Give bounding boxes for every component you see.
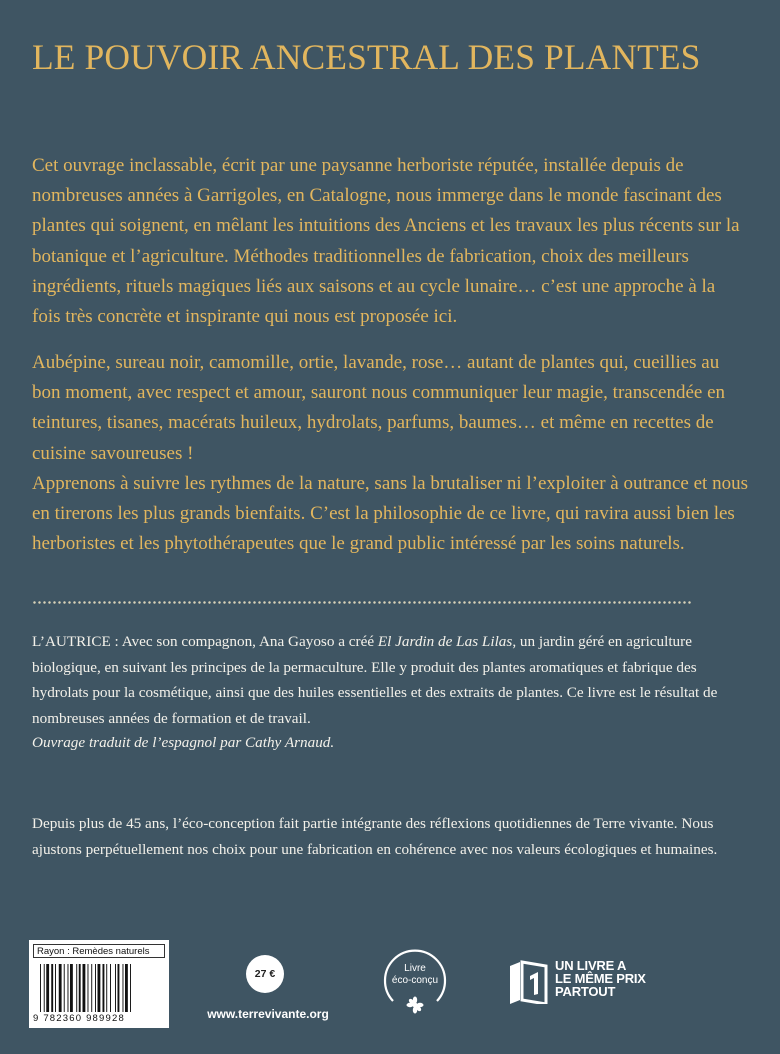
author-bio: [32, 629, 752, 731]
translator-note: Ouvrage traduit de l’espagnol par Cathy Arnaud.: [32, 734, 335, 751]
book-title: LE POUVOIR ANCESTRAL DES PLANTES: [32, 37, 701, 77]
shelf-category: Rayon : Remèdes naturels: [33, 944, 165, 958]
description-paragraph-1: Cet ouvrage inclassable, écrit par une paysanne herboriste réputée, installée depuis de nombreuses années à Garrigoles, en Catalogne, nous immerge dans le monde fascinant des plantes qui soignent, en mêlant les intuitions des Anciens et les travaux les plus récents sur la botanique et l’agriculture. Méthodes traditionnelles de fabrication, choix des meilleurs ingrédients, rituels magiques liés aux saisons et au cycle lunaire… c’est une approche à la fois très concrète et inspirante qui nous est proposée ici.: [32, 155, 740, 328]
author-bio-rest: , un jardin géré en agriculture biologique, en suivant les principes de la permaculture. Elle y produit des plantes aromatiques et fabrique des hydrolats pour la cosmétique, ainsi que des huiles essentielles et des extraits de plantes. Ce livre est le résultat de nombreuses années de formation et de travail.: [32, 633, 718, 727]
description-paragraph-2: Aubépine, sureau noir, camomille, ortie, lavande, rose… autant de plantes qui, cueillies au bon moment, avec respect et amour, sauront nous communiquer leur magie, transcendée en teintures, tisanes, macérats huileux, hydrolats, parfums, baumes… et même en recettes de cuisine savoureuses !: [32, 352, 726, 464]
eco-logo-line2: éco-conçu: [391, 975, 439, 986]
eco-logo-line1: Livre: [404, 963, 426, 974]
price-badge: 27 €: [246, 955, 284, 993]
eco-design-statement: Depuis plus de 45 ans, l’éco-conception fait partie intégrante des réflexions quotidiennes de Terre vivante. Nous ajustons perpétuellement nos choix pour une fabrication en cohérence avec nos valeurs écologiques et humaines.: [32, 815, 718, 858]
garden-name: El Jardin de Las Lilas: [377, 633, 513, 650]
author-bio-intro: L’AUTRICE : Avec son compagnon, Ana Gayoso a créé: [32, 633, 378, 650]
flower-icon: [407, 997, 424, 1014]
book-price-law-icon: [508, 960, 548, 1004]
website-link[interactable]: www.terrevivante.org: [207, 1007, 329, 1021]
eco-designed-book-logo: [379, 945, 451, 1017]
barcode-icon: [40, 964, 160, 1012]
barcode-label: [29, 940, 169, 1028]
slogan-line3: PARTOUT: [555, 984, 616, 999]
same-price-slogan: [555, 959, 665, 998]
dotted-divider: [32, 601, 692, 604]
isbn-number: 9 782360 989928: [33, 1013, 125, 1024]
slogan-line2: LE MÊME PRIX: [555, 971, 646, 986]
description-paragraph-3: Apprenons à suivre les rythmes de la nature, sans la brutaliser ni l’exploiter à outrance et nous en tirerons les plus grands bienfaits. C’est la philosophie de ce livre, qui ravira aussi bien les herboristes et les phytothérapeutes que le grand public intéressé par les soins naturels.: [32, 473, 748, 555]
slogan-line1: UN LIVRE A: [555, 958, 627, 973]
